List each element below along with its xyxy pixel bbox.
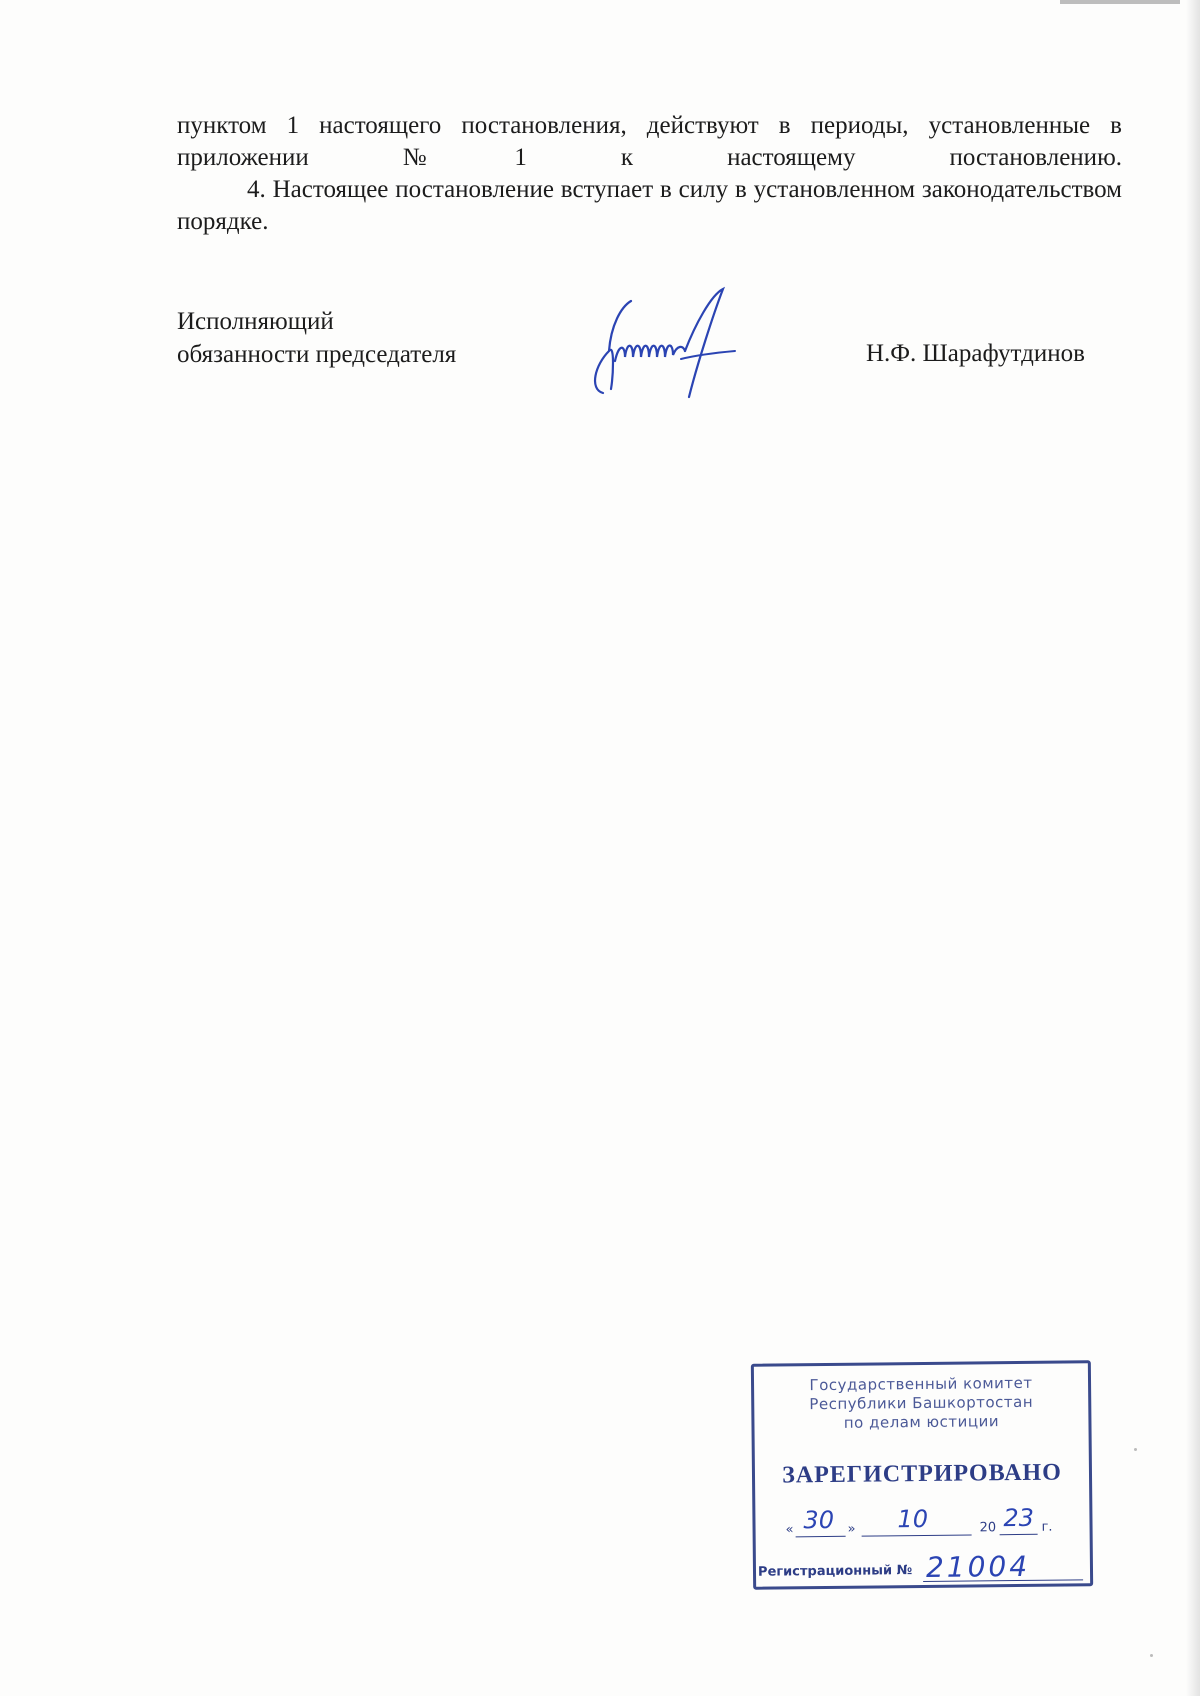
registration-stamp <box>751 1360 1093 1590</box>
scan-speck <box>1134 1448 1137 1451</box>
stamp-org-line-2: Республики Башкортостан <box>809 1392 1034 1414</box>
stamp-year-suffix: 23 <box>1003 1503 1035 1533</box>
stamp-year-prefix: 20 <box>979 1520 997 1536</box>
stamp-month: 10 <box>897 1504 929 1534</box>
scan-top-mark <box>1060 0 1180 4</box>
scan-speck <box>1150 1654 1153 1657</box>
paragraph-item-4: 4. Настоящее постановление вступает в силу в установленном законодательством порядке. <box>177 176 1122 235</box>
stamp-title: ЗАРЕГИСТРИРОВАНО <box>782 1459 1062 1489</box>
stamp-day-line <box>796 1536 846 1538</box>
body-text <box>177 110 1122 238</box>
signatory-name: Н.Ф. Шарафутдинов <box>866 340 1085 367</box>
scan-edge-shadow <box>1186 0 1200 1696</box>
stamp-day: 30 <box>803 1505 835 1535</box>
stamp-reg-number: 21004 <box>925 1549 1031 1584</box>
handwritten-signature <box>585 285 745 405</box>
stamp-quote-open: « <box>785 1522 794 1538</box>
stamp-reg-label: Регистрационный № <box>757 1563 913 1580</box>
stamp-quote-close: » <box>847 1521 856 1537</box>
paragraph-continuation: пунктом 1 настоящего постановления, действуют в периоды, установленные в приложении №1 к настоящему постановлению. <box>177 112 1122 171</box>
stamp-month-line <box>862 1534 972 1536</box>
stamp-org-line-3: по делам юстиции <box>843 1412 1000 1432</box>
stamp-registration <box>757 1549 1088 1586</box>
stamp-date <box>785 1503 1075 1540</box>
stamp-year-line <box>1000 1534 1038 1535</box>
position-line-1: Исполняющий <box>177 308 334 335</box>
stamp-year-unit: г. <box>1041 1519 1053 1535</box>
position-line-2: обязанности председателя <box>177 341 457 368</box>
stamp-org-line-1: Государственный комитет <box>809 1373 1033 1395</box>
signatory-position <box>177 305 456 371</box>
